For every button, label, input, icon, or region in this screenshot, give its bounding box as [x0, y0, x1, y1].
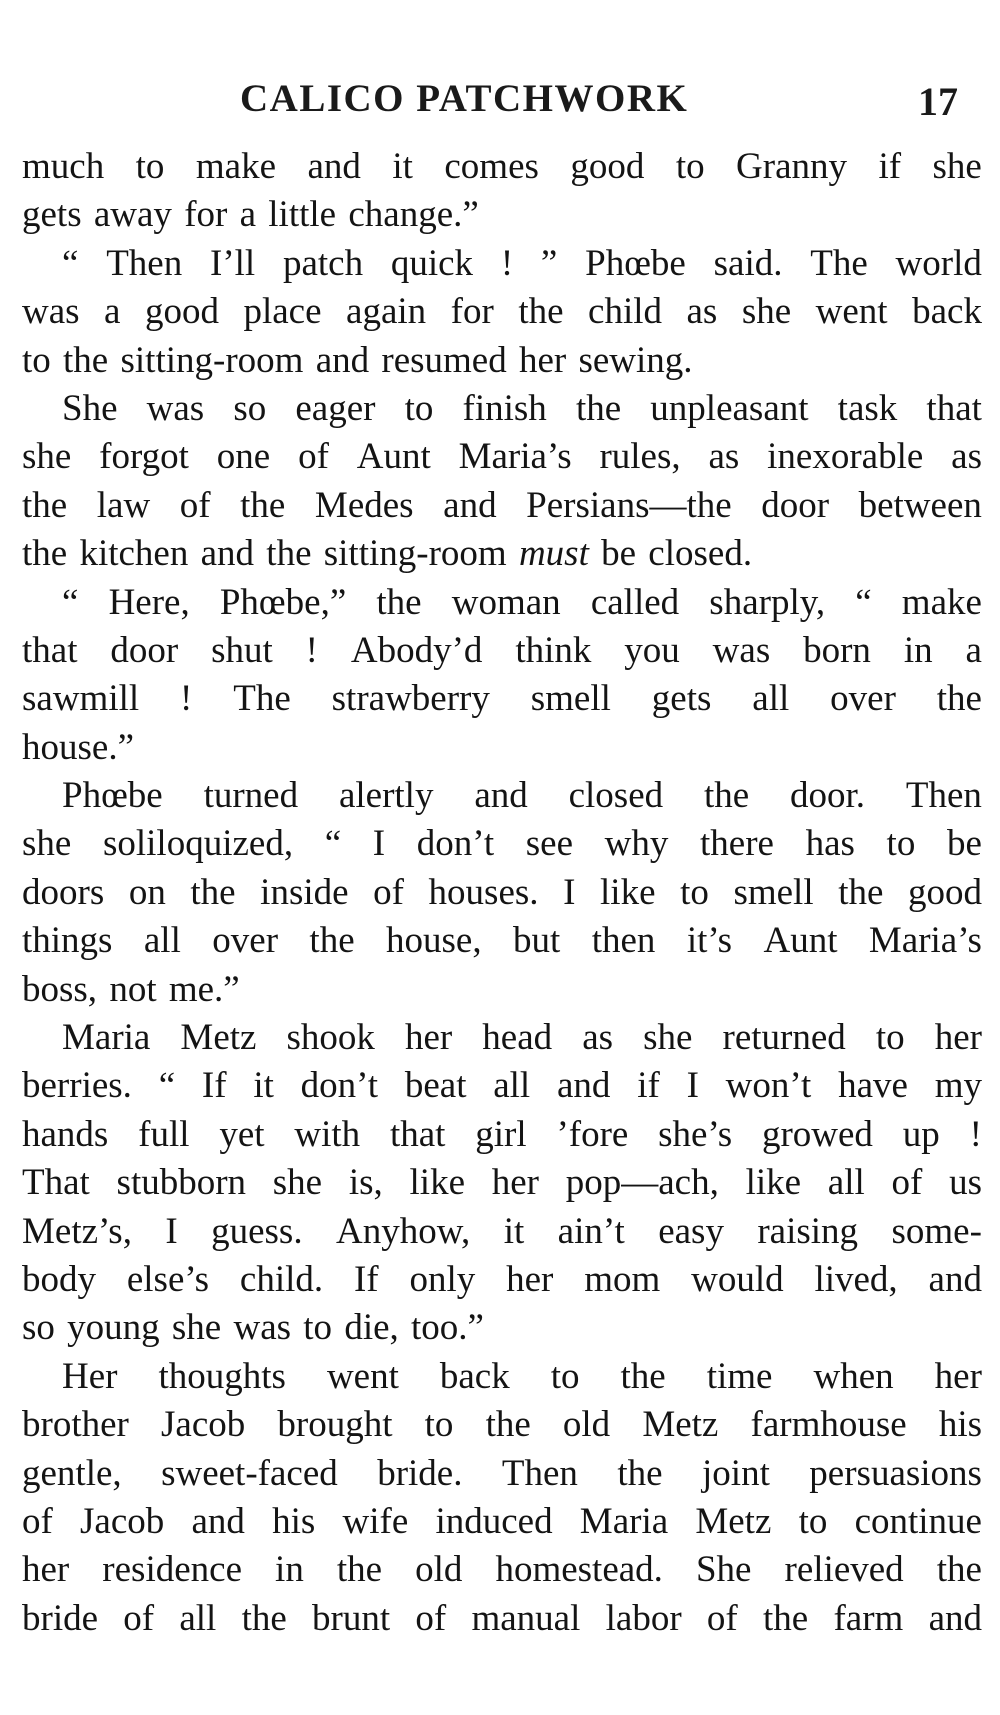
text-line: She was so eager to finish the unpleasant task that — [62, 387, 982, 429]
text-line: Her thoughts went back to the time when her — [62, 1355, 982, 1397]
text-line: boss, not me.” — [22, 968, 240, 1010]
text-line: That stubborn she is, like her pop—ach, like all of us — [22, 1162, 982, 1204]
text-line: doors on the inside of houses. I like to smell the good — [22, 871, 982, 913]
text-line: the kitchen and the sitting-room must be closed. — [22, 533, 753, 575]
text-line: so young she was to die, too.” — [22, 1307, 484, 1349]
text-line: brother Jacob brought to the old Metz farmhouse his — [22, 1404, 982, 1446]
text-line: bride of all the brunt of manual labor of the farm and — [22, 1597, 982, 1639]
text-line: was a good place again for the child as she went back — [22, 291, 982, 333]
text-line: sawmill ! The strawberry smell gets all over the — [22, 678, 982, 720]
text-line: that door shut ! Abody’d think you was born in a — [22, 629, 982, 671]
body-text — [22, 143, 982, 1643]
text-line: gentle, sweet-faced bride. Then the joint persuasions — [22, 1452, 982, 1494]
running-title: CALICO PATCHWORK — [240, 77, 689, 120]
page-number: 17 — [918, 79, 958, 124]
text-line: much to make and it comes good to Granny if she — [22, 146, 982, 187]
text-line: Phœbe turned alertly and closed the door. Then — [62, 775, 982, 817]
text-line: gets away for a little change.” — [22, 194, 479, 236]
text-line: she soliloquized, “ I don’t see why there has to be — [22, 823, 982, 865]
text-line: things all over the house, but then it’s Aunt Maria’s — [22, 920, 982, 962]
text-line: body else’s child. If only her mom would lived, and — [22, 1258, 982, 1300]
text-line: house.” — [22, 726, 134, 768]
text-line: hands full yet with that girl ’fore she’s growed up ! — [22, 1113, 982, 1155]
text-line: Metz’s, I guess. Anyhow, it ain’t easy raising some- — [22, 1210, 982, 1252]
text-line: berries. “ If it don’t beat all and if I won’t have my — [22, 1065, 982, 1107]
text-line: her residence in the old homestead. She relieved the — [22, 1549, 982, 1591]
running-head — [0, 72, 1000, 132]
text-line: “ Here, Phœbe,” the woman called sharply, “ make — [62, 581, 982, 623]
text-line: “ Then I’ll patch quick ! ” Phœbe said. The world — [62, 242, 982, 284]
text-line: she forgot one of Aunt Maria’s rules, as inexorable as — [22, 436, 982, 478]
text-line: the law of the Medes and Persians—the door between — [22, 484, 982, 526]
text-line: of Jacob and his wife induced Maria Metz to continue — [22, 1500, 982, 1542]
text-line: to the sitting-room and resumed her sewing. — [22, 339, 693, 381]
text-line: Maria Metz shook her head as she returned to her — [62, 1017, 982, 1059]
